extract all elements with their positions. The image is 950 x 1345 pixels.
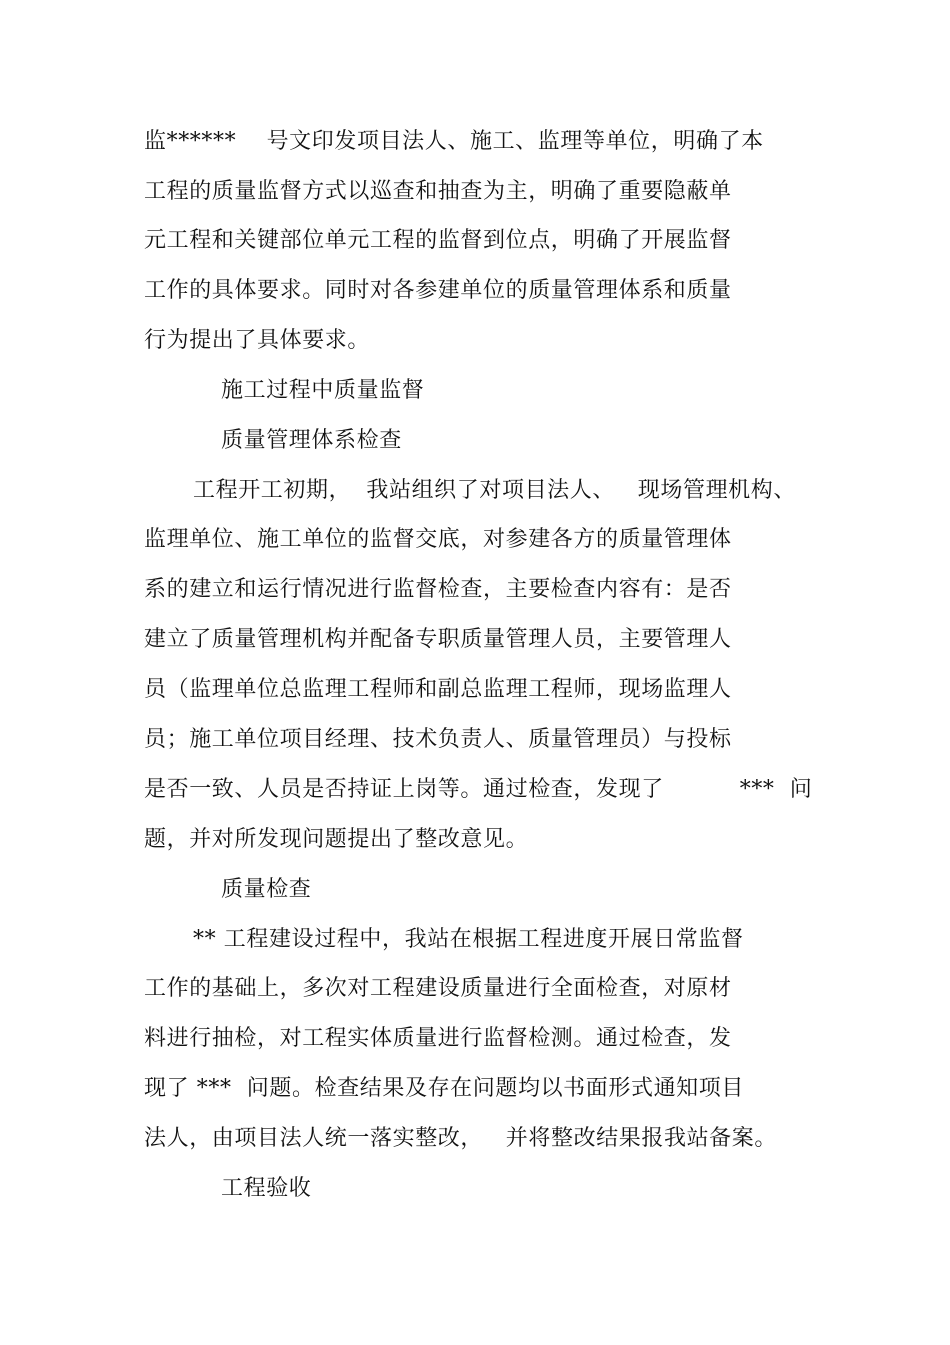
paragraph-line: 是否一致、人员是否持证上岗等。通过检查，发现了 *** 问 (144, 777, 813, 802)
subsection-heading: 工程验收 (221, 1176, 312, 1201)
paragraph-line: 现了 *** 问题。检查结果及存在问题均以书面形式通知项目 (144, 1076, 744, 1101)
paragraph-line: 料进行抽检，对工程实体质量进行监督检测。通过检查，发 (144, 1026, 732, 1051)
subsection-heading: 质量检查 (221, 877, 312, 902)
paragraph-line: 建立了质量管理机构并配备专职质量管理人员，主要管理人 (144, 627, 732, 652)
paragraph-line: 监理单位、施工单位的监督交底，对参建各方的质量管理体 (144, 527, 732, 552)
paragraph-line: 元工程和关键部位单元工程的监督到位点，明确了开展监督 (144, 228, 732, 253)
paragraph-line: 工程开工初期， 我站组织了对项目法人、 现场管理机构、 (193, 478, 796, 503)
paragraph-line: 工程的质量监督方式以巡查和抽查为主，明确了重要隐蔽单 (144, 179, 732, 204)
section-heading: 施工过程中质量监督 (221, 378, 425, 403)
paragraph-line: 工作的具体要求。同时对各参建单位的质量管理体系和质量 (144, 278, 732, 303)
paragraph-line: 法人，由项目法人统一落实整改， 并将整改结果报我站备案。 (144, 1126, 777, 1151)
paragraph-line: 题，并对所发现问题提出了整改意见。 (144, 827, 529, 852)
paragraph-line: 员；施工单位项目经理、技术负责人、质量管理员）与投标 (144, 727, 732, 752)
paragraph-line: 行为提出了具体要求。 (144, 328, 371, 353)
paragraph-line: 监****** 号文印发项目法人、施工、监理等单位，明确了本 (144, 129, 764, 154)
paragraph-line: 工作的基础上，多次对工程建设质量进行全面检查，对原材 (144, 976, 732, 1001)
paragraph-line: 系的建立和运行情况进行监督检查，主要检查内容有：是否 (144, 577, 732, 602)
paragraph-line: 员（监理单位总监理工程师和副总监理工程师，现场监理人 (144, 677, 732, 702)
subsection-heading: 质量管理体系检查 (221, 428, 402, 453)
paragraph-line: ** 工程建设过程中，我站在根据工程进度开展日常监督 (193, 927, 744, 952)
